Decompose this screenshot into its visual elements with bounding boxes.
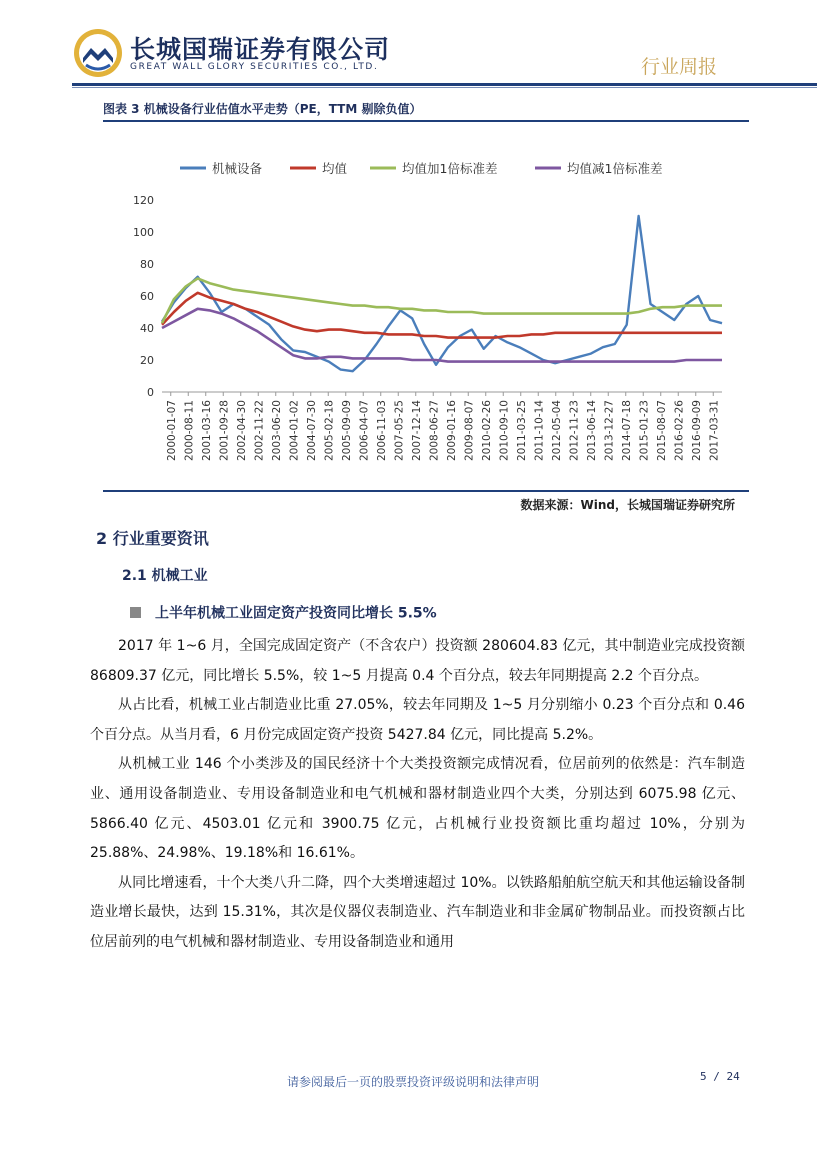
y-tick-label: 120 — [133, 194, 154, 207]
x-tick-label: 2012-05-04 — [550, 400, 563, 462]
header-divider-thin — [72, 87, 817, 88]
legend-label: 均值加1倍标准差 — [402, 161, 498, 176]
figure-top-rule — [103, 120, 749, 122]
subsection-heading: 2.1 机械工业 — [122, 568, 208, 584]
x-tick-label: 2000-08-11 — [183, 400, 196, 462]
legend-label: 均值 — [322, 161, 348, 176]
x-tick-label: 2007-12-14 — [410, 400, 423, 462]
y-tick-label: 60 — [140, 290, 154, 303]
figure-bottom-rule — [103, 490, 749, 492]
company-name-en: GREAT WALL GLORY SECURITIES CO., LTD. — [130, 62, 379, 72]
x-tick-label: 2017-03-31 — [708, 400, 721, 462]
x-tick-label: 2001-09-28 — [218, 400, 231, 462]
x-tick-label: 2005-02-18 — [323, 400, 336, 462]
series-line-2 — [162, 293, 722, 338]
x-tick-label: 2010-02-26 — [480, 400, 493, 462]
x-tick-label: 2013-12-27 — [603, 400, 616, 462]
pe-valuation-chart — [100, 150, 750, 485]
figure-source: 数据来源：Wind，长城国瑞证券研究所 — [520, 498, 735, 512]
x-tick-label: 2004-07-30 — [305, 400, 318, 462]
x-tick-label: 2004-01-02 — [288, 400, 301, 462]
x-tick-label: 2006-11-03 — [375, 400, 388, 462]
legend-label: 均值减1倍标准差 — [567, 161, 663, 176]
body-text — [90, 632, 745, 958]
bullet-headline-text: 上半年机械工业固定资产投资同比增长 5.5% — [155, 605, 437, 622]
paragraph: 从占比看，机械工业占制造业比重 27.05%，较去年同期及 1~5 月分别缩小 0.23 个百分点和 0.46 个百分点。从当月看，6 月份完成固定资产投资 5427.84 亿元，同比提高 5.2%。 — [90, 697, 745, 743]
paragraph: 从同比增速看，十个大类八升二降，四个大类增速超过 10%。以铁路船舶航空航天和其他运输设备制造业增长最快，达到 15.31%，其次是仪器仪表制造业、汽车制造业和非金属矿物制品业。而投资额占比位居前列的电气机械和器材制造业、专用设备制造业和通用 — [90, 874, 745, 950]
footer-disclaimer: 请参阅最后一页的股票投资评级说明和法律声明 — [287, 1075, 540, 1089]
page-number: 5 / 24 — [700, 1070, 740, 1083]
bullet-headline — [130, 602, 437, 623]
y-tick-label: 20 — [140, 354, 154, 367]
header-divider — [72, 83, 817, 86]
company-logo-icon — [72, 27, 124, 79]
x-tick-label: 2007-05-25 — [393, 400, 406, 462]
x-tick-label: 2016-02-26 — [673, 400, 686, 462]
paragraph: 从机械工业 146 个小类涉及的国民经济十个大类投资额完成情况看，位居前列的依然是：汽车制造业、通用设备制造业、专用设备制造业和电气机械和器材制造业四个大类，分别达到 6075.98 亿元、5866.40 亿元、4503.01 亿元和 3900.75 亿元，占机械行业投资额比重均超过 10%，分别为 25.88%、24.98%、19.18%和 16.61%。 — [90, 756, 745, 862]
x-tick-label: 2009-08-07 — [463, 400, 476, 462]
y-tick-label: 40 — [140, 322, 154, 335]
x-tick-label: 2009-01-16 — [445, 400, 458, 462]
x-tick-label: 2002-04-30 — [235, 400, 248, 462]
x-tick-label: 2016-09-09 — [690, 400, 703, 462]
x-tick-label: 2014-07-18 — [620, 400, 633, 462]
x-tick-label: 2012-11-23 — [568, 400, 581, 462]
chart-svg — [100, 150, 750, 485]
y-tick-label: 0 — [147, 386, 154, 399]
x-tick-label: 2015-01-23 — [638, 400, 651, 462]
paragraph: 2017 年 1~6 月，全国完成固定资产（不含农户）投资额 280604.83 亿元，其中制造业完成投资额 86809.37 亿元，同比增长 5.5%，较 1~5 月提高 0.4 个百分点，较去年同期提高 2.2 个百分点。 — [90, 638, 745, 684]
x-tick-label: 2011-10-14 — [533, 400, 546, 462]
series-line-4 — [162, 309, 722, 362]
series-line-3 — [162, 278, 722, 323]
series-line-1 — [162, 216, 722, 371]
legend-label: 机械设备 — [212, 161, 263, 176]
figure-title: 图表 3 机械设备行业估值水平走势（PE，TTM 剔除负值） — [103, 102, 422, 116]
square-bullet-icon — [130, 607, 141, 618]
company-name-cn: 长城国瑞证券有限公司 — [130, 35, 391, 64]
x-tick-label: 2001-03-16 — [200, 400, 213, 462]
x-tick-label: 2005-09-09 — [340, 400, 353, 462]
section-heading: 2 行业重要资讯 — [96, 529, 209, 548]
y-tick-label: 100 — [133, 226, 154, 239]
report-type-label: 行业周报 — [640, 56, 717, 78]
y-tick-label: 80 — [140, 258, 154, 271]
x-tick-label: 2011-03-25 — [515, 400, 528, 462]
x-tick-label: 2002-11-22 — [253, 400, 266, 462]
x-tick-label: 2006-04-07 — [358, 400, 371, 462]
x-tick-label: 2013-06-14 — [585, 400, 598, 462]
x-tick-label: 2015-08-07 — [655, 400, 668, 462]
x-tick-label: 2008-06-27 — [428, 400, 441, 462]
x-tick-label: 2003-06-20 — [270, 400, 283, 462]
x-tick-label: 2000-01-07 — [165, 400, 178, 462]
x-tick-label: 2010-09-10 — [498, 400, 511, 462]
